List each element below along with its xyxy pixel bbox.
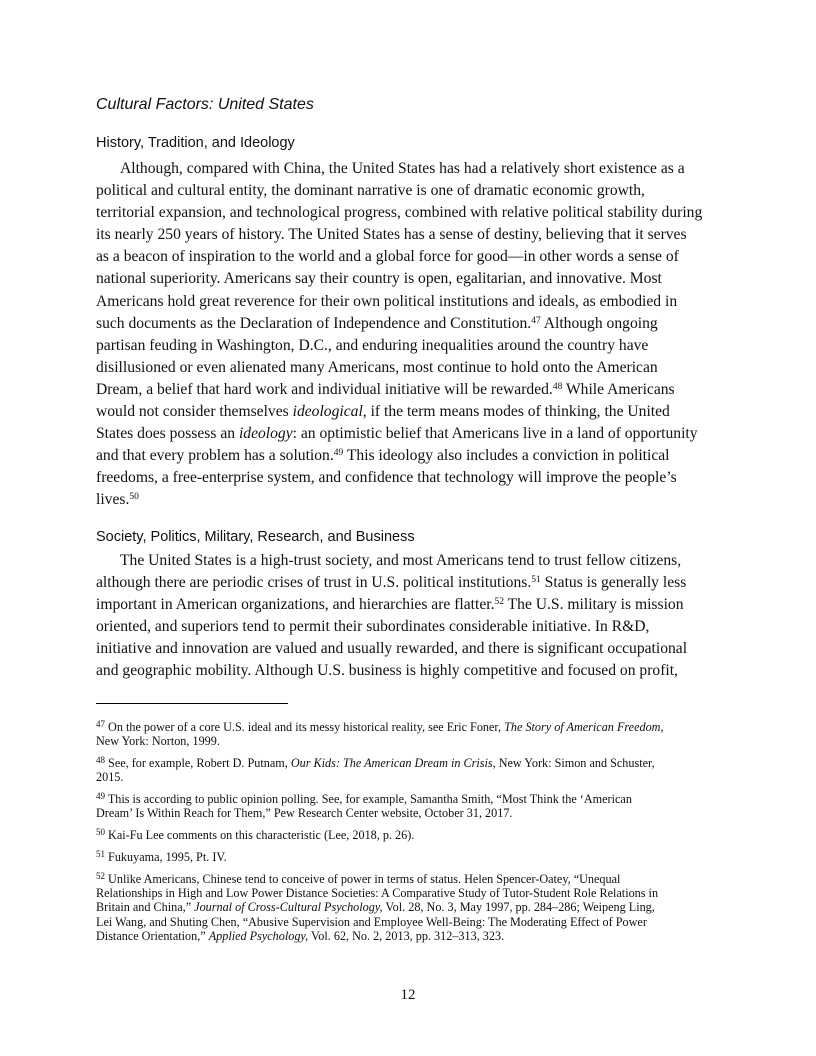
footnote-number: 49 [96,791,105,802]
subsection-heading-history: History, Tradition, and Ideology [96,135,295,151]
text-line: Americans hold great reverence for their own political institutions and ideals, as embodied in [96,292,678,310]
footnote-number: 52 [96,870,105,881]
footnote-ref-52[interactable]: 52 [494,596,505,607]
footnote-number: 51 [96,849,105,860]
subsection-heading-society: Society, Politics, Military, Research, and Business [96,529,415,545]
footnote-divider [96,703,288,704]
text-line: lives.$^{50}$ [96,491,139,509]
footnote-ref-51[interactable]: 51 [531,574,541,585]
paragraph-society [96,550,721,683]
text-line: freedoms, a free-enterprise system, and confidence that technology will improve the people’s [96,469,677,487]
text-line: although there are periodic crises of trust in U.S. political institutions.$^{51}$ Status is generally less [96,574,687,592]
footnotes [96,720,721,951]
paragraph-history [96,158,721,512]
text-line: oriented, and superiors tend to permit their subordinates considerable initiative. In R&D, [96,618,650,636]
footnote-number: 48 [96,755,105,766]
text-line: Dream, a belief that hard work and individual initiative will be rewarded.$^{48}$ While Americans [96,380,675,398]
footnote-52: $^{52}$ Unlike Americans, Chinese tend to conceive of power in terms of status. Helen Spencer-Oatey, “Unequal Relationships in High and Low Power Distance Societies: A Comparative Study of Tutor-Student Role Relations in Britain and China,” Journal of Cross-Cultural Psychology, Vol. 28, No. 3, May 1997, pp. 284–286; Weipeng Ling, Lei Wang, and Shuting Chen, “Abusive Supervision and Employee Well-Being: The Moderating Effect of Power Distance Orientation,” Applied Psychology, Vol. 62, No. 2, 2013, pp. 312–313, 323. [96,870,659,944]
text-line: such documents as the Declaration of Independence and Constitution.$^{47}$ Although ongoing [96,314,658,332]
text-line: territorial expansion, and technological progress, combined with relative political stability during [96,204,703,222]
footnote-ref-47[interactable]: 47 [531,315,541,326]
text-line: its nearly 250 years of history. The United States has a sense of destiny, believing that it serves [96,226,687,244]
page-number: 12 [400,987,416,1003]
text-line: as a beacon of inspiration to the world and a global force for good—in other words a sense of [96,248,679,266]
footnote-ref-49[interactable]: 49 [333,448,344,458]
footnote-51: $^{51}$ Fukuyama, 1995, Pt. IV. [96,849,227,865]
emphasis-ideological: ideological [292,403,363,421]
text-line: initiative and innovation are valued and usually rewarded, and there is significant occupational [96,640,688,658]
text-line: and geographic mobility. Although U.S. business is highly competitive and focused on profit, [96,662,678,680]
footnote-number: 50 [96,827,105,838]
emphasis-ideology: ideology [238,425,293,443]
text-line: partisan feuding in Washington, D.C., and enduring inequalities around the country have [96,336,649,354]
section-title: Cultural Factors: United States [96,96,314,113]
text-line: national superiority. Americans say their country is open, egalitarian, and innovative. Most [96,270,662,288]
text-line: would not consider themselves ideological, if the term means modes of thinking, the United [96,403,670,421]
text-line: and that every problem has a solution.$^{49}$ This ideology also includes a conviction in political [96,447,670,465]
text-line: Although, compared with China, the United States has had a relatively short existence as a [120,160,685,177]
footnote-ref-50[interactable]: 50 [129,492,139,503]
footnote-ref-48[interactable]: 48 [552,381,563,392]
text-line: important in American organizations, and hierarchies are flatter.$^{52}$ The U.S. military is mission [96,596,684,614]
footnote-47: $^{47}$ On the power of a core U.S. ideal and its messy historical reality, see Eric Foner, The Story of American Freedom, New York: Norton, 1999. [96,718,664,749]
text-line: disillusioned or even alienated many Americans, most continue to hold onto the American [96,358,658,376]
text-line: States does possess an ideology: an optimistic belief that Americans live in a land of opportunity [96,425,698,443]
text-line: The United States is a high-trust society, and most Americans tend to trust fellow citizens, [120,552,682,569]
footnote-49: $^{49}$ This is according to public opinion polling. See, for example, Samantha Smith, “Most Think the ‘American Dream’ Is Within Reach for Them,” Pew Research Center website, October 31, 2017. [96,791,632,821]
text-line: political and cultural entity, the dominant narrative is one of dramatic economic growth, [96,182,645,200]
footnote-50: $^{50}$ Kai-Fu Lee comments on this characteristic (Lee, 2018, p. 26). [96,827,415,843]
footnote-number: 47 [96,718,105,729]
footnote-48: $^{48}$ See, for example, Robert D. Putnam, Our Kids: The American Dream in Crisis, New York: Simon and Schuster, 2015. [96,755,655,785]
